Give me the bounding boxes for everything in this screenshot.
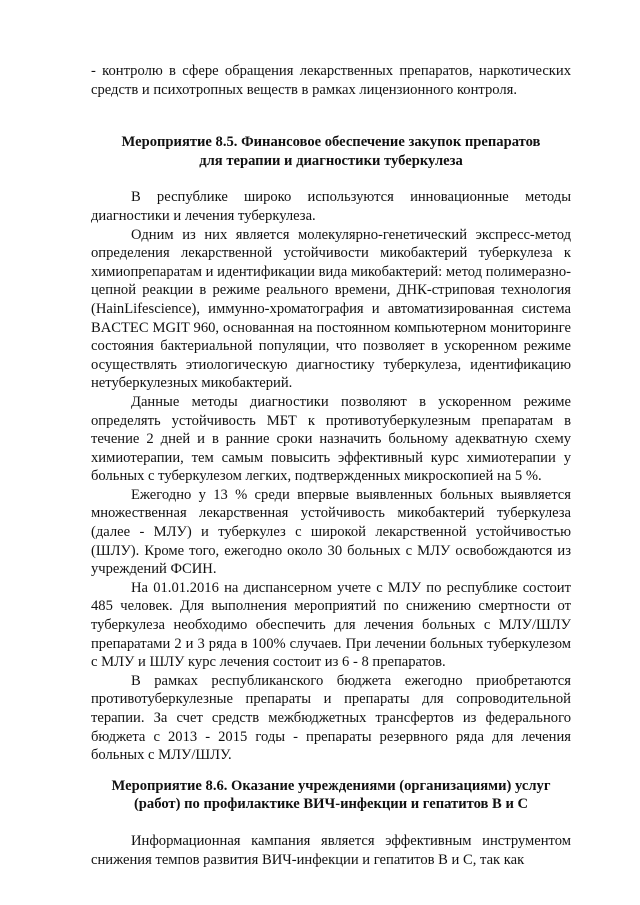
section-8-6-heading-line1: Мероприятие 8.6. Оказание учреждениями (организациями) услуг xyxy=(111,777,551,794)
section-8-6-paragraph-1: Информационная кампания является эффективным инструментом снижения темпов развития ВИЧ-инфекции и гепатитов В и С, так как xyxy=(91,832,571,868)
section-8-5-heading-line1: Мероприятие 8.5. Финансовое обеспечение закупок препаратов xyxy=(121,134,541,151)
section-8-6-heading xyxy=(91,777,571,814)
section-8-5-heading-line2: для терапии и диагностики туберкулеза xyxy=(199,152,463,169)
section-8-5-paragraph-2: Одним из них является молекулярно-генетический экспресс-метод определения лекарственной устойчивости микобактерий туберкулеза к химиопрепаратам и идентификации вида микобактерий: метод полимеразно-цепной реакции в режиме реального времени, ДНК-стриповая технология (HainLifescience), иммунно-хроматография и автоматизированная система BACTEC MGIT 960, основанная на постоянном компьютерном мониторинге состояния бактериальной популяции, что позволяет в ускоренном режиме осуществлять этиологическую диагностику туберкулеза, идентификацию нетуберкулезных микобактерий. xyxy=(91,226,571,392)
section-8-5-paragraph-1: В республике широко используются инновационные методы диагностики и лечения туберкулеза. xyxy=(91,189,571,224)
section-8-5-paragraph-3: Данные методы диагностики позволяют в ускоренном режиме определять устойчивость МБТ к противотуберкулезным препаратам в течение 2 дней и в ранние сроки назначить больному адекватную схему химиотерапии, тем самым повысить эффективный курс химиотерапии у больных с туберкулезом легких, подтвержденных микроскопией на 5 %. xyxy=(91,393,571,485)
intro-paragraph: - контролю в сфере обращения лекарственных препаратов, наркотических средств и психотропных веществ в рамках лицензионного контроля. xyxy=(91,63,571,98)
section-8-6-heading-line2: (работ) по профилактике ВИЧ-инфекции и гепатитов В и С xyxy=(133,796,529,813)
section-8-5-paragraph-6: В рамках республиканского бюджета ежегодно приобретаются противотуберкулезные препараты и препараты для сопроводительной терапии. За счет средств межбюджетных трансфертов из федерального бюджета с 2013 - 2015 годы - препараты резервного ряда для лечения больных с МЛУ/ШЛУ. xyxy=(91,672,571,764)
section-8-5-heading xyxy=(91,133,571,170)
section-8-5-paragraph-5: На 01.01.2016 на диспансерном учете с МЛУ по республике состоит 485 человек. Для выполнения мероприятий по снижению смертности от туберкулеза необходимо обеспечить для лечения больных с МЛУ/ШЛУ препаратами 2 и 3 ряда в 100% случаев. При лечении больных туберкулезом с МЛУ и ШЛУ курс лечения состоит из 6 - 8 препаратов. xyxy=(91,579,571,671)
document-page xyxy=(91,62,571,869)
section-8-5-paragraph-4: Ежегодно у 13 % среди впервые выявленных больных выявляется множественная лекарственная устойчивость микобактерий туберкулеза (далее - МЛУ) и туберкулез с широкой лекарственной устойчивостью (ШЛУ). Кроме того, ежегодно около 30 больных с МЛУ освобождаются из учреждений ФСИН. xyxy=(91,486,571,578)
